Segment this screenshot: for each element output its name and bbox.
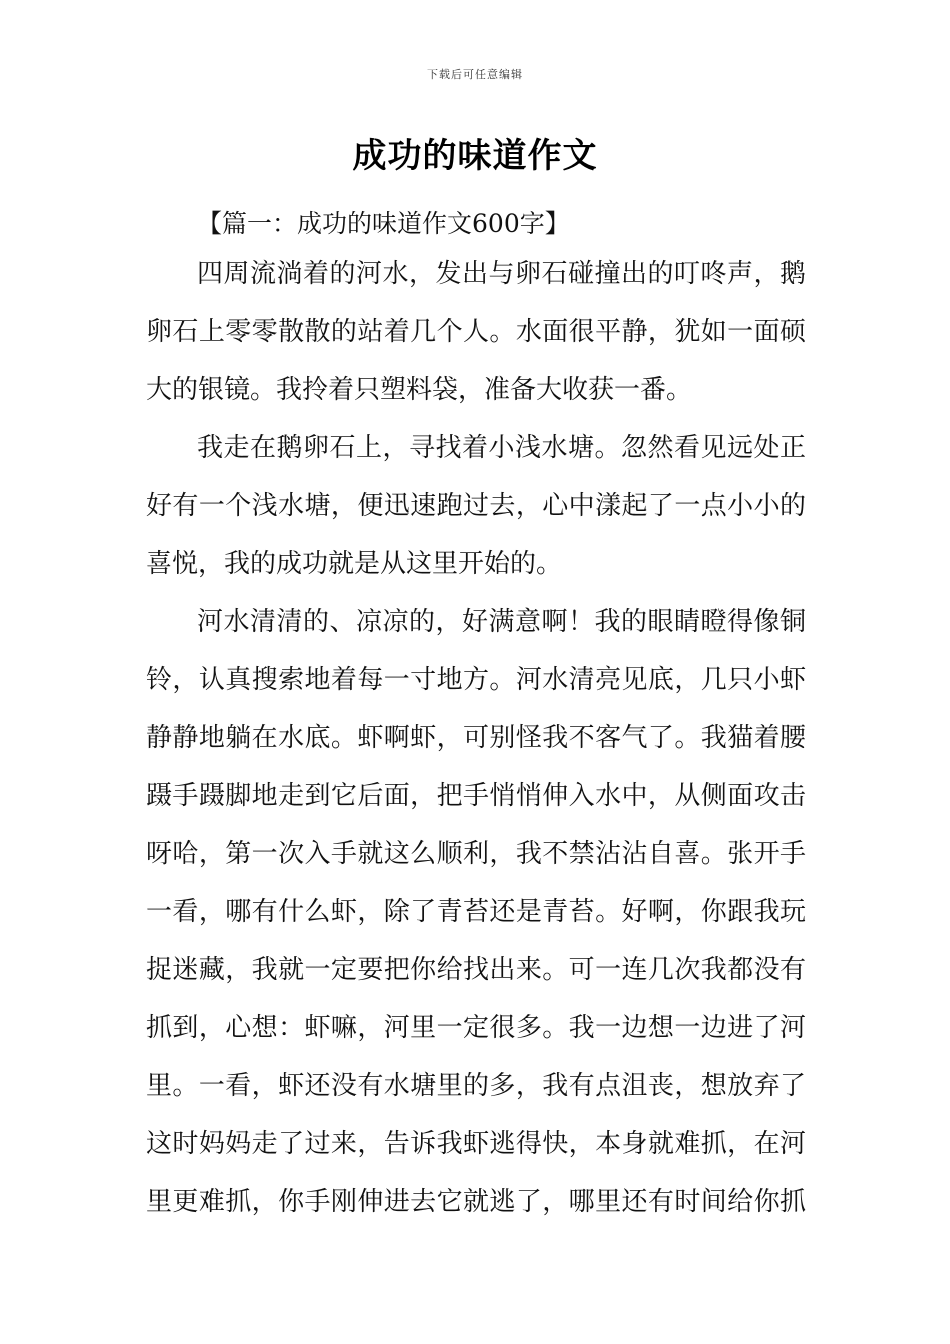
paragraph-3-line-5: 呀哈，第一次入手就这么顺利，我不禁沾沾自喜。张开手 (146, 839, 806, 869)
paragraph-3-line-8: 抓到，心想：虾嘛，河里一定很多。我一边想一边进了河 (146, 1013, 806, 1043)
paragraph-2-line-3: 喜悦，我的成功就是从这里开始的。 (146, 549, 563, 579)
paragraph-3-line-1: 河水清清的、凉凉的，好满意啊！我的眼睛瞪得像铜 (197, 607, 806, 637)
paragraph-3-line-6: 一看，哪有什么虾，除了青苔还是青苔。好啊，你跟我玩 (146, 897, 806, 927)
paragraph-3-line-2: 铃，认真搜索地着每一寸地方。河水清亮见底，几只小虾 (146, 665, 806, 695)
paragraph-2-line-1: 我走在鹅卵石上，寻找着小浅水塘。忽然看见远处正 (197, 433, 806, 463)
paragraph-1-line-3: 大的银镜。我拎着只塑料袋，准备大收获一番。 (146, 375, 693, 405)
document-title: 成功的味道作文 (352, 136, 598, 176)
paragraph-1-line-1: 四周流淌着的河水，发出与卵石碰撞出的叮咚声，鹅 (197, 259, 806, 289)
paragraph-3-line-7: 捉迷藏，我就一定要把你给找出来。可一连几次我都没有 (146, 955, 806, 985)
paragraph-2-line-2: 好有一个浅水塘，便迅速跑过去，心中漾起了一点小小的 (146, 491, 806, 521)
paragraph-3-line-10: 这时妈妈走了过来，告诉我虾逃得快，本身就难抓，在河 (146, 1129, 806, 1159)
header-note: 下载后可任意编辑 (427, 68, 523, 81)
section-heading: 【篇一：成功的味道作文600字】 (197, 209, 570, 238)
paragraph-3-line-11: 里更难抓，你手刚伸进去它就逃了，哪里还有时间给你抓 (146, 1187, 806, 1217)
paragraph-1-line-2: 卵石上零零散散的站着几个人。水面很平静，犹如一面硕 (146, 317, 806, 347)
paragraph-3-line-9: 里。一看，虾还没有水塘里的多，我有点沮丧，想放弃了 (146, 1071, 806, 1101)
paragraph-3-line-3: 静静地躺在水底。虾啊虾，可别怪我不客气了。我猫着腰 (146, 723, 806, 753)
paragraph-3-line-4: 蹑手蹑脚地走到它后面，把手悄悄伸入水中，从侧面攻击 (146, 781, 806, 811)
